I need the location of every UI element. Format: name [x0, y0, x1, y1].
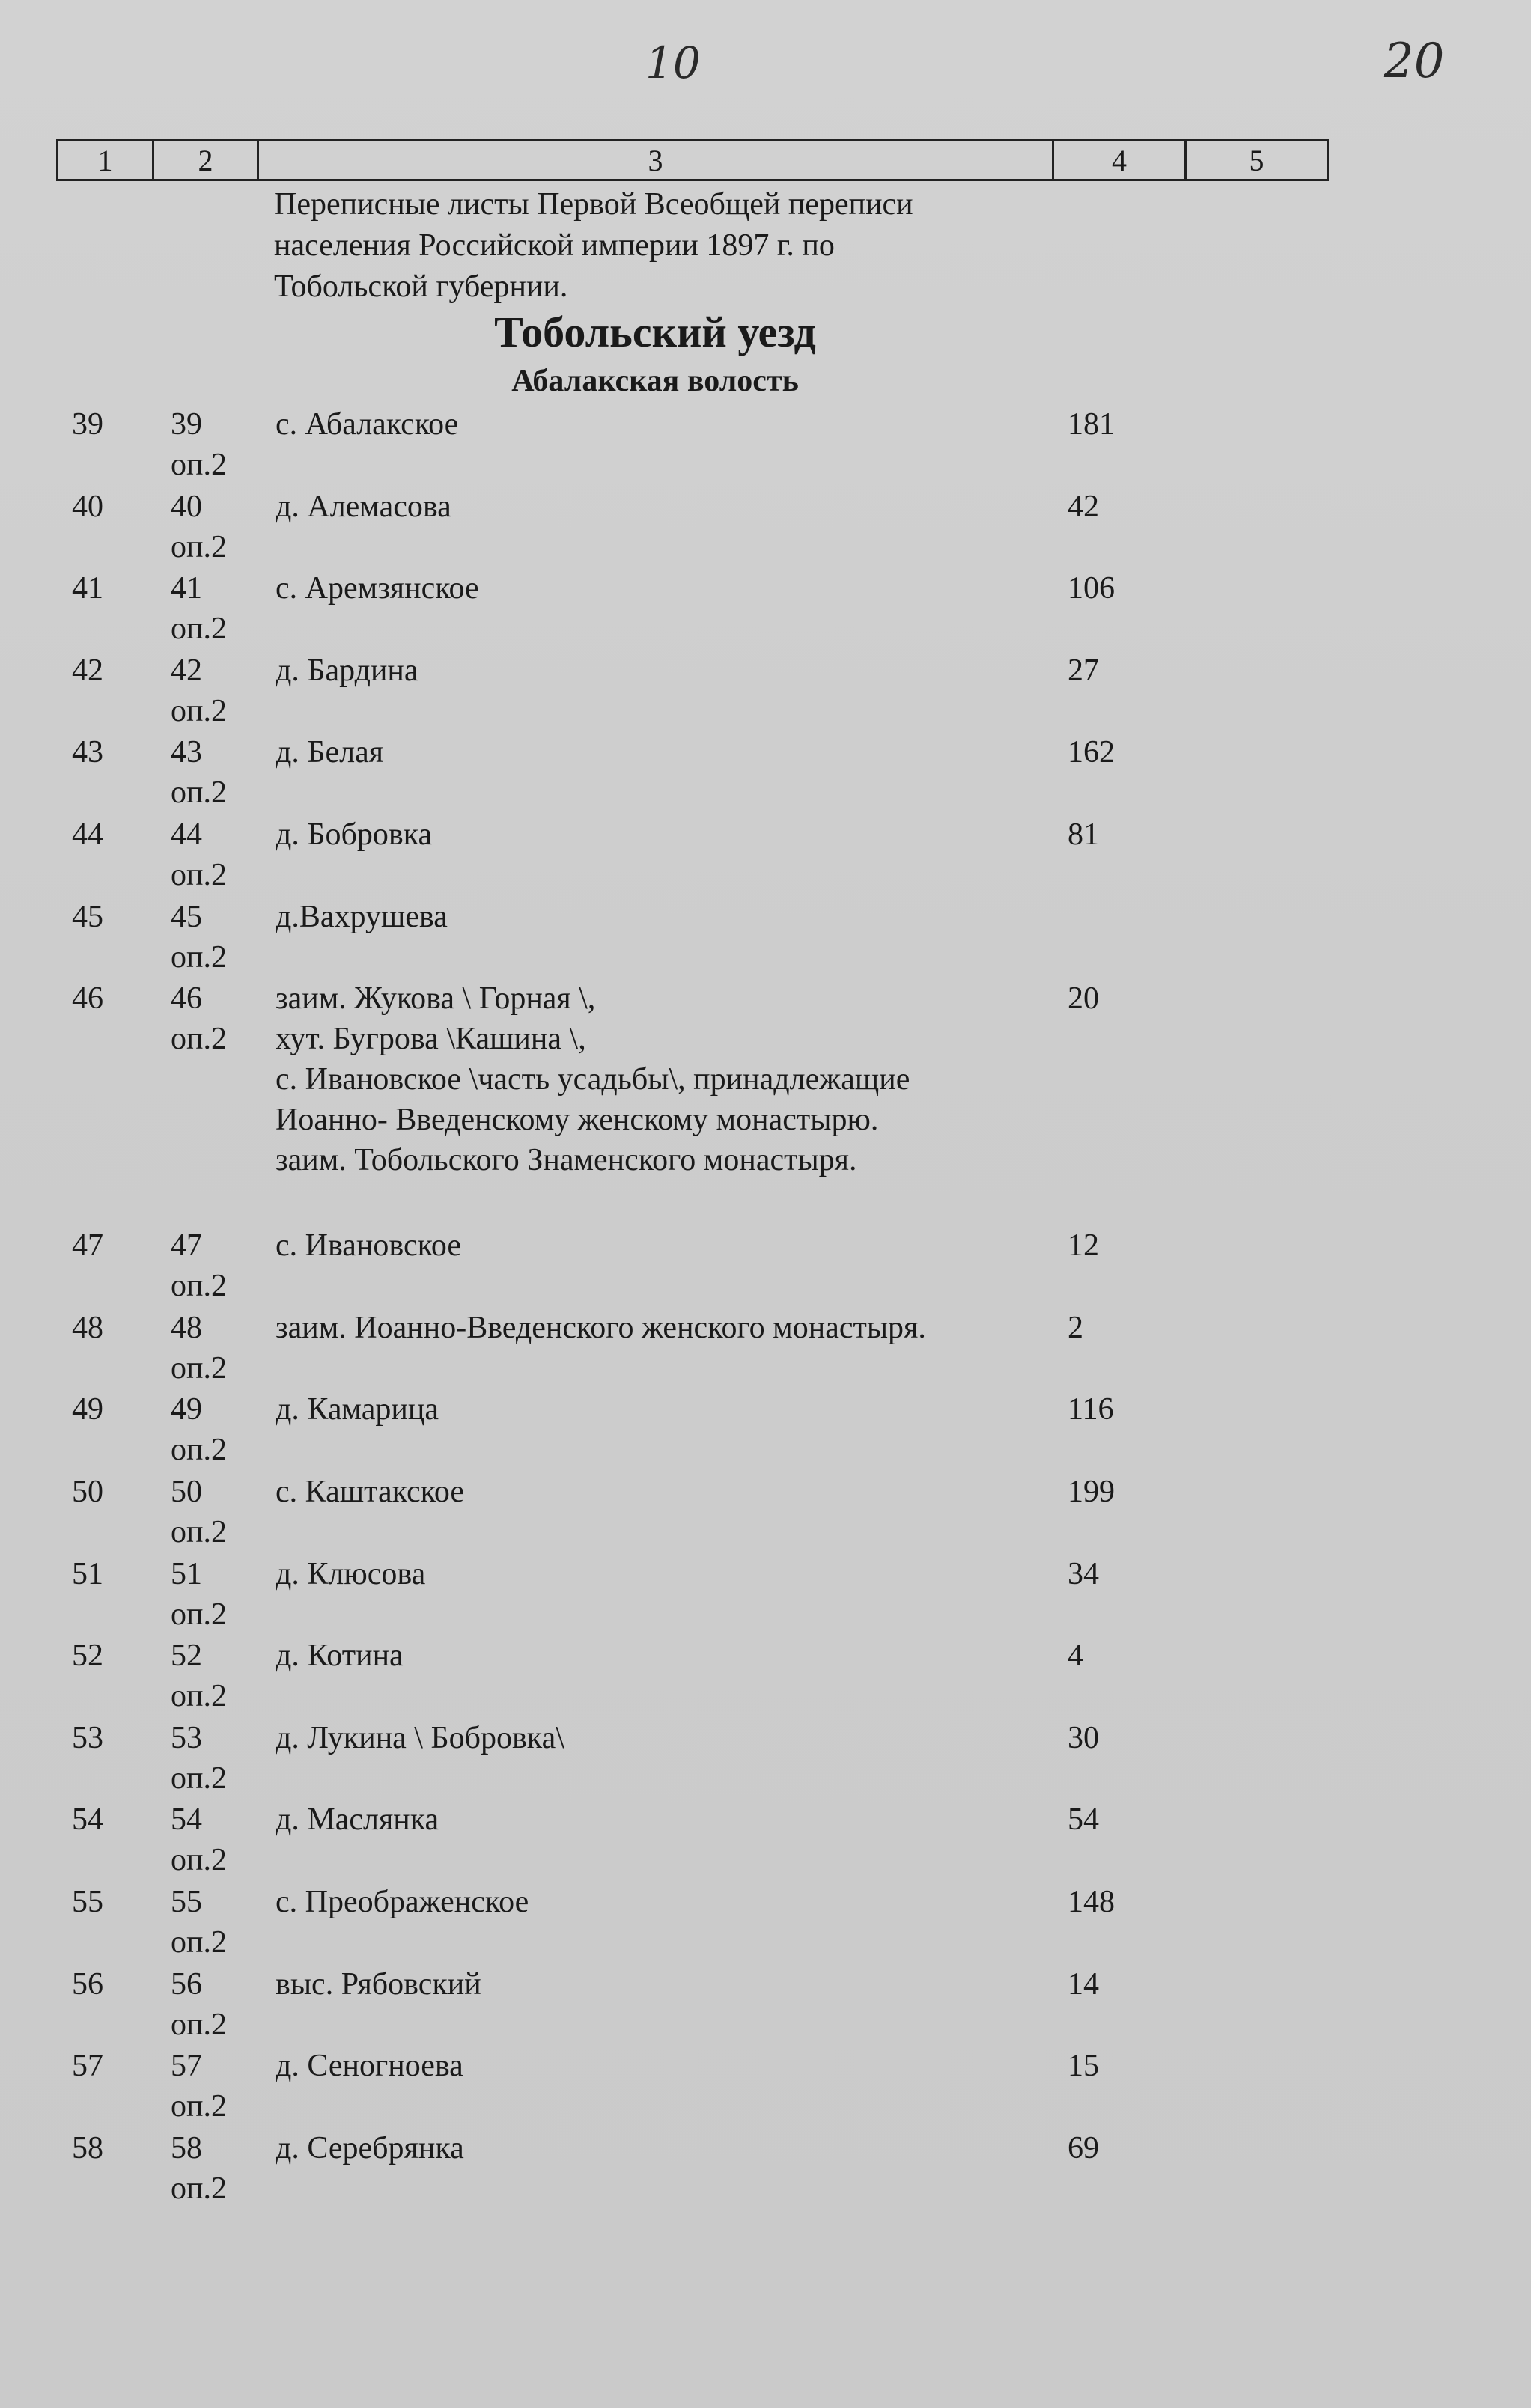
uezd-title: Тобольский уезд	[494, 308, 816, 356]
sheet-count: 12	[1068, 1228, 1099, 1263]
opis-number: оп.2	[171, 940, 227, 975]
settlement-line: д. Алемасова	[276, 490, 451, 524]
settlement-line: д. Камарица	[276, 1392, 439, 1427]
sheet-count: 69	[1068, 2131, 1099, 2165]
opis-number: оп.2	[171, 2089, 227, 2124]
delo-number: 43	[171, 735, 202, 769]
column-header-table	[56, 139, 1329, 181]
sheet-count: 162	[1068, 735, 1115, 769]
delo-number: 56	[171, 1967, 202, 2002]
settlement-name	[276, 732, 383, 772]
opis-number: оп.2	[171, 1269, 227, 1303]
row-number: 52	[72, 1639, 103, 1673]
sheet-count: 106	[1068, 571, 1115, 606]
settlement-line: д. Сеногноева	[276, 2049, 463, 2083]
sheet-count: 15	[1068, 2049, 1099, 2083]
row-number: 47	[72, 1228, 103, 1263]
row-number: 46	[72, 981, 103, 1016]
delo-number: 53	[171, 1721, 202, 1755]
sheet-count: 34	[1068, 1557, 1099, 1591]
row-number: 56	[72, 1967, 103, 2002]
settlement-line: д.Вахрушева	[276, 900, 448, 934]
delo-number: 40	[171, 490, 202, 524]
settlement-name	[276, 1308, 926, 1348]
volost-heading: Абалакская волость	[511, 364, 799, 398]
delo-number: 52	[171, 1639, 202, 1673]
delo-number: 42	[171, 653, 202, 688]
settlement-name	[276, 1799, 439, 1840]
opis-number: оп.2	[171, 858, 227, 892]
opis-number: оп.2	[171, 2008, 227, 2042]
delo-number: 48	[171, 1311, 202, 1345]
opis-number: оп.2	[171, 1761, 227, 1796]
row-number: 41	[72, 571, 103, 606]
settlement-name	[276, 1472, 464, 1512]
settlement-name	[276, 2046, 463, 2086]
opis-number: оп.2	[171, 1022, 227, 1056]
sheet-count: 81	[1068, 817, 1099, 852]
row-number: 39	[72, 407, 103, 442]
settlement-name	[276, 814, 432, 855]
settlement-line: д. Лукина \ Бобровка\	[276, 1721, 564, 1755]
row-number: 55	[72, 1885, 103, 1919]
settlement-line: д. Бобровка	[276, 817, 433, 852]
handwritten-page-number: 10	[645, 37, 701, 88]
settlement-name	[276, 1225, 461, 1266]
settlement-name	[276, 568, 479, 609]
opis-number: оп.2	[171, 1433, 227, 1467]
settlement-line: д. Белая	[276, 735, 384, 769]
settlement-line: д. Серебрянка	[276, 2131, 464, 2165]
column-header-4: 4	[1054, 141, 1187, 179]
settlement-name	[276, 897, 448, 937]
sheet-count: 14	[1068, 1967, 1099, 2002]
intro-line: населения Российской империи 1897 г. по	[274, 228, 835, 263]
delo-number: 57	[171, 2049, 202, 2083]
delo-number: 55	[171, 1885, 202, 1919]
settlement-name	[276, 1636, 404, 1676]
sheet-count: 54	[1068, 1802, 1099, 1837]
row-number: 54	[72, 1802, 103, 1837]
settlement-name	[276, 978, 910, 1180]
settlement-line: с. Преображенское	[276, 1885, 529, 1919]
settlement-line: заим. Иоанно-Введенского женского монастыря.	[276, 1311, 926, 1345]
intro-text	[274, 184, 913, 308]
intro-line: Переписные листы Первой Всеобщей переписи	[274, 187, 913, 222]
settlement-line: д. Котина	[276, 1639, 404, 1673]
opis-number: оп.2	[171, 2171, 227, 2206]
opis-number: оп.2	[171, 1515, 227, 1549]
row-number: 42	[72, 653, 103, 688]
row-number: 58	[72, 2131, 103, 2165]
settlement-line: д. Клюсова	[276, 1557, 426, 1591]
column-header-3: 3	[259, 141, 1054, 179]
row-number: 57	[72, 2049, 103, 2083]
settlement-name	[276, 1554, 425, 1594]
sheet-count: 148	[1068, 1885, 1115, 1919]
handwritten-sheet-number: 20	[1384, 34, 1445, 89]
delo-number: 45	[171, 900, 202, 934]
sheet-count: 181	[1068, 407, 1115, 442]
settlement-name	[276, 1882, 529, 1922]
delo-number: 46	[171, 981, 202, 1016]
settlement-line: с. Ивановское \часть усадьбы\, принадлежащие	[276, 1062, 910, 1097]
opis-number: оп.2	[171, 1351, 227, 1386]
settlement-name	[276, 404, 458, 445]
row-number: 49	[72, 1392, 103, 1427]
sheet-count: 27	[1068, 653, 1099, 688]
delo-number: 49	[171, 1392, 202, 1427]
uezd-heading	[0, 307, 1310, 357]
delo-number: 50	[171, 1475, 202, 1509]
opis-number: оп.2	[171, 530, 227, 564]
row-number: 51	[72, 1557, 103, 1591]
column-header-1: 1	[58, 141, 154, 179]
sheet-count: 30	[1068, 1721, 1099, 1755]
sheet-count: 20	[1068, 981, 1099, 1016]
row-number: 48	[72, 1311, 103, 1345]
intro-line: Тобольской губернии.	[274, 269, 568, 304]
settlement-name	[276, 2128, 464, 2168]
settlement-name	[276, 650, 418, 691]
settlement-name	[276, 487, 451, 527]
sheet-count: 4	[1068, 1639, 1083, 1673]
row-number: 53	[72, 1721, 103, 1755]
opis-number: оп.2	[171, 694, 227, 728]
delo-number: 58	[171, 2131, 202, 2165]
settlement-line: выс. Рябовский	[276, 1967, 481, 2002]
settlement-line: с. Ивановское	[276, 1228, 462, 1263]
settlement-line: Иоанно- Введенскому женскому монастырю.	[276, 1103, 879, 1137]
row-number: 43	[72, 735, 103, 769]
opis-number: оп.2	[171, 448, 227, 482]
sheet-count: 42	[1068, 490, 1099, 524]
settlement-name	[276, 1718, 564, 1758]
opis-number: оп.2	[171, 612, 227, 646]
settlement-line: с. Каштакское	[276, 1475, 465, 1509]
settlement-line: с. Абалакское	[276, 407, 459, 442]
settlement-line: с. Аремзянское	[276, 571, 479, 606]
sheet-count: 116	[1068, 1392, 1114, 1427]
opis-number: оп.2	[171, 1597, 227, 1632]
opis-number: оп.2	[171, 775, 227, 810]
sheet-count: 2	[1068, 1311, 1083, 1345]
sheet-count: 199	[1068, 1475, 1115, 1509]
settlement-name	[276, 1389, 439, 1430]
delo-number: 41	[171, 571, 202, 606]
settlement-line: заим. Тобольского Знаменского монастыря.	[276, 1143, 857, 1177]
delo-number: 39	[171, 407, 202, 442]
opis-number: оп.2	[171, 1843, 227, 1877]
delo-number: 54	[171, 1802, 202, 1837]
opis-number: оп.2	[171, 1925, 227, 1960]
column-header-2: 2	[154, 141, 259, 179]
settlement-line: заим. Жукова \ Горная \,	[276, 981, 596, 1016]
delo-number: 47	[171, 1228, 202, 1263]
column-header-5: 5	[1249, 143, 1264, 177]
row-number: 50	[72, 1475, 103, 1509]
settlement-line: д. Бардина	[276, 653, 418, 688]
delo-number: 44	[171, 817, 202, 852]
row-number: 45	[72, 900, 103, 934]
settlement-name	[276, 1964, 481, 2005]
opis-number: оп.2	[171, 1679, 227, 1713]
settlement-line: хут. Бугрова \Кашина \,	[276, 1022, 586, 1056]
row-number: 44	[72, 817, 103, 852]
settlement-line: д. Маслянка	[276, 1802, 439, 1837]
delo-number: 51	[171, 1557, 202, 1591]
row-number: 40	[72, 490, 103, 524]
